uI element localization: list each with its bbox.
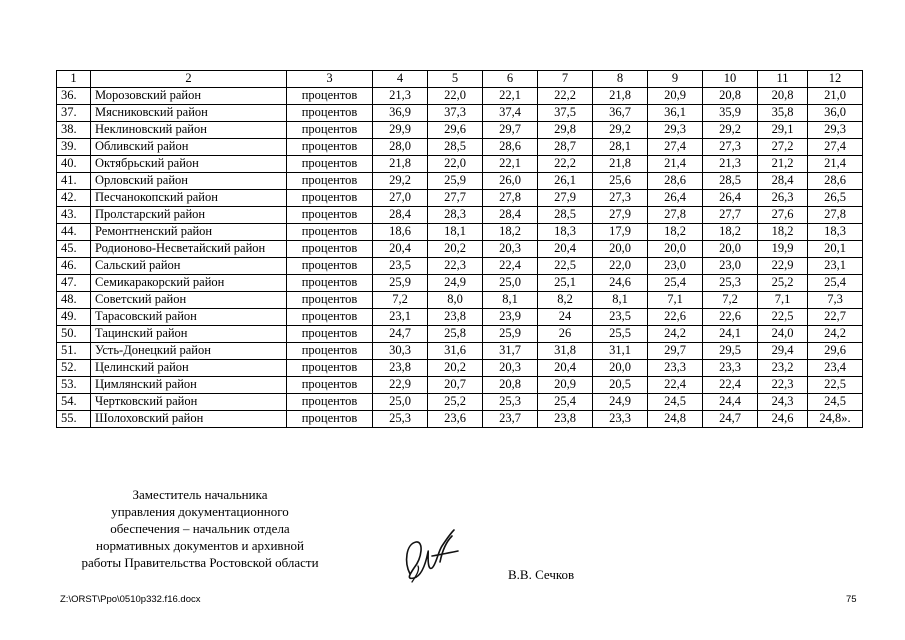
- value-cell: 23,0: [648, 258, 703, 275]
- district-name: Ремонтненский район: [91, 224, 287, 241]
- district-name: Песчанокопский район: [91, 190, 287, 207]
- value-cell: 27,3: [593, 190, 648, 207]
- value-cell: 21,8: [373, 156, 428, 173]
- value-cell: 31,6: [428, 343, 483, 360]
- value-cell: 27,8: [483, 190, 538, 207]
- district-name: Октябрьский район: [91, 156, 287, 173]
- value-cell: 23,3: [648, 360, 703, 377]
- value-cell: 36,1: [648, 105, 703, 122]
- column-number-header: 7: [538, 71, 593, 88]
- signatory-position-line: Заместитель начальника: [132, 487, 268, 502]
- value-cell: 22,3: [428, 258, 483, 275]
- value-cell: 20,3: [483, 360, 538, 377]
- table-row: [57, 241, 863, 258]
- value-cell: 20,2: [428, 241, 483, 258]
- value-cell: 27,4: [808, 139, 863, 156]
- table-header-row: [57, 71, 863, 88]
- value-cell: 20,4: [538, 241, 593, 258]
- value-cell: 20,9: [648, 88, 703, 105]
- value-cell: 31,7: [483, 343, 538, 360]
- row-number: 51.: [57, 343, 91, 360]
- value-cell: 26,3: [758, 190, 808, 207]
- value-cell: 24,5: [808, 394, 863, 411]
- unit: процентов: [287, 377, 373, 394]
- value-cell: 24,2: [808, 326, 863, 343]
- value-cell: 22,4: [483, 258, 538, 275]
- value-cell: 25,1: [538, 275, 593, 292]
- value-cell: 25,8: [428, 326, 483, 343]
- table-row: [57, 224, 863, 241]
- value-cell: 25,2: [758, 275, 808, 292]
- value-cell: 25,2: [428, 394, 483, 411]
- value-cell: 24,7: [373, 326, 428, 343]
- signatory-position-line: работы Правительства Ростовской области: [81, 555, 319, 570]
- value-cell: 23,3: [593, 411, 648, 428]
- value-cell: 28,6: [808, 173, 863, 190]
- value-cell: 25,5: [593, 326, 648, 343]
- table-row: [57, 360, 863, 377]
- value-cell: 28,5: [538, 207, 593, 224]
- value-cell: 8,0: [428, 292, 483, 309]
- value-cell: 24,9: [428, 275, 483, 292]
- district-name: Тарасовский район: [91, 309, 287, 326]
- value-cell: 24: [538, 309, 593, 326]
- district-name: Орловский район: [91, 173, 287, 190]
- value-cell: 18,3: [808, 224, 863, 241]
- column-number-header: 3: [287, 71, 373, 88]
- value-cell: 28,0: [373, 139, 428, 156]
- value-cell: 27,8: [648, 207, 703, 224]
- value-cell: 31,8: [538, 343, 593, 360]
- value-cell: 23,2: [758, 360, 808, 377]
- value-cell: 23,8: [373, 360, 428, 377]
- value-cell: 20,3: [483, 241, 538, 258]
- value-cell: 22,1: [483, 88, 538, 105]
- district-name: Пролстарский район: [91, 207, 287, 224]
- row-number: 37.: [57, 105, 91, 122]
- value-cell: 23,1: [808, 258, 863, 275]
- district-name: Морозовский район: [91, 88, 287, 105]
- unit: процентов: [287, 275, 373, 292]
- value-cell: 21,2: [758, 156, 808, 173]
- value-cell: 27,3: [703, 139, 758, 156]
- district-name: Целинский район: [91, 360, 287, 377]
- value-cell: 30,3: [373, 343, 428, 360]
- value-cell: 29,2: [373, 173, 428, 190]
- value-cell: 29,6: [808, 343, 863, 360]
- value-cell: 24,4: [703, 394, 758, 411]
- row-number: 46.: [57, 258, 91, 275]
- value-cell: 20,0: [648, 241, 703, 258]
- signatory-position-line: управления документационного: [111, 504, 289, 519]
- value-cell: 25,3: [483, 394, 538, 411]
- value-cell: 24,6: [758, 411, 808, 428]
- value-cell: 29,7: [483, 122, 538, 139]
- value-cell: 27,6: [758, 207, 808, 224]
- value-cell: 24,8».: [808, 411, 863, 428]
- value-cell: 20,8: [758, 88, 808, 105]
- value-cell: 24,6: [593, 275, 648, 292]
- table-row: [57, 377, 863, 394]
- value-cell: 22,9: [373, 377, 428, 394]
- value-cell: 27,2: [758, 139, 808, 156]
- value-cell: 23,6: [428, 411, 483, 428]
- table-row: [57, 343, 863, 360]
- value-cell: 22,0: [593, 258, 648, 275]
- page-number: 75: [846, 594, 857, 605]
- column-number-header: 1: [57, 71, 91, 88]
- value-cell: 23,4: [808, 360, 863, 377]
- value-cell: 21,8: [593, 156, 648, 173]
- value-cell: 37,5: [538, 105, 593, 122]
- value-cell: 29,6: [428, 122, 483, 139]
- row-number: 40.: [57, 156, 91, 173]
- table-row: [57, 173, 863, 190]
- value-cell: 20,0: [703, 241, 758, 258]
- unit: процентов: [287, 105, 373, 122]
- value-cell: 18,2: [483, 224, 538, 241]
- value-cell: 29,8: [538, 122, 593, 139]
- table-row: [57, 139, 863, 156]
- file-path: Z:\ORST\Ppo\0510p332.f16.docx: [60, 594, 201, 605]
- district-name: Неклиновский район: [91, 122, 287, 139]
- table-row: [57, 258, 863, 275]
- unit: процентов: [287, 173, 373, 190]
- table-row: [57, 326, 863, 343]
- unit: процентов: [287, 309, 373, 326]
- unit: процентов: [287, 292, 373, 309]
- value-cell: 18,6: [373, 224, 428, 241]
- value-cell: 28,3: [428, 207, 483, 224]
- unit: процентов: [287, 411, 373, 428]
- unit: процентов: [287, 394, 373, 411]
- value-cell: 25,9: [373, 275, 428, 292]
- unit: процентов: [287, 207, 373, 224]
- row-number: 39.: [57, 139, 91, 156]
- table-row: [57, 275, 863, 292]
- value-cell: 8,1: [593, 292, 648, 309]
- district-name: Советский район: [91, 292, 287, 309]
- row-number: 43.: [57, 207, 91, 224]
- value-cell: 29,9: [373, 122, 428, 139]
- value-cell: 27,7: [703, 207, 758, 224]
- value-cell: 18,2: [648, 224, 703, 241]
- unit: процентов: [287, 156, 373, 173]
- row-number: 53.: [57, 377, 91, 394]
- table-row: [57, 156, 863, 173]
- value-cell: 25,3: [703, 275, 758, 292]
- signatory-position-line: нормативных документов и архивной: [96, 538, 304, 553]
- row-number: 54.: [57, 394, 91, 411]
- district-name: Семикаракорский район: [91, 275, 287, 292]
- value-cell: 37,4: [483, 105, 538, 122]
- value-cell: 22,6: [703, 309, 758, 326]
- value-cell: 28,4: [758, 173, 808, 190]
- row-number: 49.: [57, 309, 91, 326]
- row-number: 47.: [57, 275, 91, 292]
- value-cell: 20,1: [808, 241, 863, 258]
- value-cell: 22,2: [538, 156, 593, 173]
- table-row: [57, 207, 863, 224]
- value-cell: 23,1: [373, 309, 428, 326]
- value-cell: 22,0: [428, 88, 483, 105]
- value-cell: 20,2: [428, 360, 483, 377]
- row-number: 55.: [57, 411, 91, 428]
- district-name: Усть-Донецкий район: [91, 343, 287, 360]
- value-cell: 22,4: [703, 377, 758, 394]
- row-number: 42.: [57, 190, 91, 207]
- value-cell: 25,4: [648, 275, 703, 292]
- value-cell: 8,2: [538, 292, 593, 309]
- value-cell: 7,1: [648, 292, 703, 309]
- value-cell: 22,5: [808, 377, 863, 394]
- district-name: Шолоховский район: [91, 411, 287, 428]
- column-number-header: 10: [703, 71, 758, 88]
- value-cell: 26,1: [538, 173, 593, 190]
- value-cell: 28,4: [373, 207, 428, 224]
- value-cell: 21,4: [648, 156, 703, 173]
- value-cell: 23,8: [538, 411, 593, 428]
- value-cell: 28,4: [483, 207, 538, 224]
- value-cell: 29,3: [648, 122, 703, 139]
- value-cell: 24,1: [703, 326, 758, 343]
- value-cell: 20,8: [703, 88, 758, 105]
- value-cell: 35,9: [703, 105, 758, 122]
- value-cell: 27,9: [593, 207, 648, 224]
- unit: процентов: [287, 241, 373, 258]
- value-cell: 25,9: [483, 326, 538, 343]
- value-cell: 36,9: [373, 105, 428, 122]
- value-cell: 20,0: [593, 360, 648, 377]
- unit: процентов: [287, 343, 373, 360]
- value-cell: 27,4: [648, 139, 703, 156]
- value-cell: 21,4: [808, 156, 863, 173]
- value-cell: 23,8: [428, 309, 483, 326]
- value-cell: 18,2: [703, 224, 758, 241]
- district-name: Мясниковский район: [91, 105, 287, 122]
- value-cell: 23,0: [703, 258, 758, 275]
- district-name: Тацинский район: [91, 326, 287, 343]
- value-cell: 22,5: [538, 258, 593, 275]
- value-cell: 31,1: [593, 343, 648, 360]
- value-cell: 20,0: [593, 241, 648, 258]
- column-number-header: 5: [428, 71, 483, 88]
- value-cell: 35,8: [758, 105, 808, 122]
- row-number: 44.: [57, 224, 91, 241]
- value-cell: 23,5: [373, 258, 428, 275]
- value-cell: 7,1: [758, 292, 808, 309]
- value-cell: 26,0: [483, 173, 538, 190]
- value-cell: 23,9: [483, 309, 538, 326]
- unit: процентов: [287, 224, 373, 241]
- value-cell: 7,2: [373, 292, 428, 309]
- row-number: 41.: [57, 173, 91, 190]
- value-cell: 20,5: [593, 377, 648, 394]
- value-cell: 22,2: [538, 88, 593, 105]
- value-cell: 8,1: [483, 292, 538, 309]
- column-number-header: 11: [758, 71, 808, 88]
- value-cell: 21,3: [373, 88, 428, 105]
- row-number: 52.: [57, 360, 91, 377]
- value-cell: 22,9: [758, 258, 808, 275]
- table-row: [57, 309, 863, 326]
- value-cell: 7,2: [703, 292, 758, 309]
- value-cell: 25,9: [428, 173, 483, 190]
- value-cell: 25,3: [373, 411, 428, 428]
- value-cell: 29,1: [758, 122, 808, 139]
- value-cell: 28,7: [538, 139, 593, 156]
- value-cell: 28,1: [593, 139, 648, 156]
- value-cell: 29,3: [808, 122, 863, 139]
- value-cell: 26,5: [808, 190, 863, 207]
- value-cell: 18,3: [538, 224, 593, 241]
- row-number: 38.: [57, 122, 91, 139]
- value-cell: 23,3: [703, 360, 758, 377]
- value-cell: 23,5: [593, 309, 648, 326]
- handwritten-signature: [396, 522, 464, 590]
- district-name: Цимлянский район: [91, 377, 287, 394]
- value-cell: 22,7: [808, 309, 863, 326]
- value-cell: 24,3: [758, 394, 808, 411]
- value-cell: 24,2: [648, 326, 703, 343]
- signatory-position-line: обеспечения – начальник отдела: [110, 521, 290, 536]
- district-name: Сальский район: [91, 258, 287, 275]
- value-cell: 25,6: [593, 173, 648, 190]
- column-number-header: 4: [373, 71, 428, 88]
- value-cell: 22,5: [758, 309, 808, 326]
- value-cell: 29,2: [593, 122, 648, 139]
- unit: процентов: [287, 139, 373, 156]
- value-cell: 17,9: [593, 224, 648, 241]
- column-number-header: 12: [808, 71, 863, 88]
- column-number-header: 9: [648, 71, 703, 88]
- signatory-name: В.В. Сечков: [508, 567, 575, 582]
- value-cell: 20,8: [483, 377, 538, 394]
- value-cell: 24,9: [593, 394, 648, 411]
- unit: процентов: [287, 190, 373, 207]
- value-cell: 20,4: [538, 360, 593, 377]
- row-number: 48.: [57, 292, 91, 309]
- value-cell: 19,9: [758, 241, 808, 258]
- table-row: [57, 292, 863, 309]
- value-cell: 27,7: [428, 190, 483, 207]
- value-cell: 29,4: [758, 343, 808, 360]
- value-cell: 7,3: [808, 292, 863, 309]
- value-cell: 28,6: [648, 173, 703, 190]
- value-cell: 27,8: [808, 207, 863, 224]
- value-cell: 27,9: [538, 190, 593, 207]
- value-cell: 21,3: [703, 156, 758, 173]
- value-cell: 25,4: [538, 394, 593, 411]
- value-cell: 37,3: [428, 105, 483, 122]
- value-cell: 25,4: [808, 275, 863, 292]
- table-row: [57, 190, 863, 207]
- value-cell: 24,7: [703, 411, 758, 428]
- value-cell: 21,8: [593, 88, 648, 105]
- value-cell: 22,6: [648, 309, 703, 326]
- unit: процентов: [287, 258, 373, 275]
- table-row: [57, 411, 863, 428]
- value-cell: 18,1: [428, 224, 483, 241]
- value-cell: 28,5: [703, 173, 758, 190]
- value-cell: 26,4: [648, 190, 703, 207]
- unit: процентов: [287, 326, 373, 343]
- value-cell: 23,7: [483, 411, 538, 428]
- row-number: 50.: [57, 326, 91, 343]
- table-row: [57, 122, 863, 139]
- district-name: Обливский район: [91, 139, 287, 156]
- district-name: Родионово-Несветайский район: [91, 241, 287, 258]
- district-name: Чертковский район: [91, 394, 287, 411]
- row-number: 45.: [57, 241, 91, 258]
- value-cell: 20,9: [538, 377, 593, 394]
- value-cell: 21,0: [808, 88, 863, 105]
- value-cell: 25,0: [373, 394, 428, 411]
- value-cell: 22,1: [483, 156, 538, 173]
- value-cell: 24,8: [648, 411, 703, 428]
- value-cell: 25,0: [483, 275, 538, 292]
- value-cell: 22,0: [428, 156, 483, 173]
- value-cell: 22,3: [758, 377, 808, 394]
- column-number-header: 6: [483, 71, 538, 88]
- value-cell: 29,7: [648, 343, 703, 360]
- value-cell: 27,0: [373, 190, 428, 207]
- value-cell: 24,5: [648, 394, 703, 411]
- signatory-position: [60, 486, 340, 571]
- value-cell: 36,0: [808, 105, 863, 122]
- column-number-header: 2: [91, 71, 287, 88]
- value-cell: 24,0: [758, 326, 808, 343]
- table-row: [57, 88, 863, 105]
- value-cell: 28,5: [428, 139, 483, 156]
- unit: процентов: [287, 122, 373, 139]
- value-cell: 36,7: [593, 105, 648, 122]
- value-cell: 22,4: [648, 377, 703, 394]
- value-cell: 29,5: [703, 343, 758, 360]
- value-cell: 28,6: [483, 139, 538, 156]
- value-cell: 20,4: [373, 241, 428, 258]
- table-row: [57, 105, 863, 122]
- column-number-header: 8: [593, 71, 648, 88]
- value-cell: 26: [538, 326, 593, 343]
- unit: процентов: [287, 360, 373, 377]
- value-cell: 29,2: [703, 122, 758, 139]
- value-cell: 26,4: [703, 190, 758, 207]
- table-row: [57, 394, 863, 411]
- unit: процентов: [287, 88, 373, 105]
- row-number: 36.: [57, 88, 91, 105]
- value-cell: 18,2: [758, 224, 808, 241]
- value-cell: 20,7: [428, 377, 483, 394]
- data-table: [56, 70, 863, 428]
